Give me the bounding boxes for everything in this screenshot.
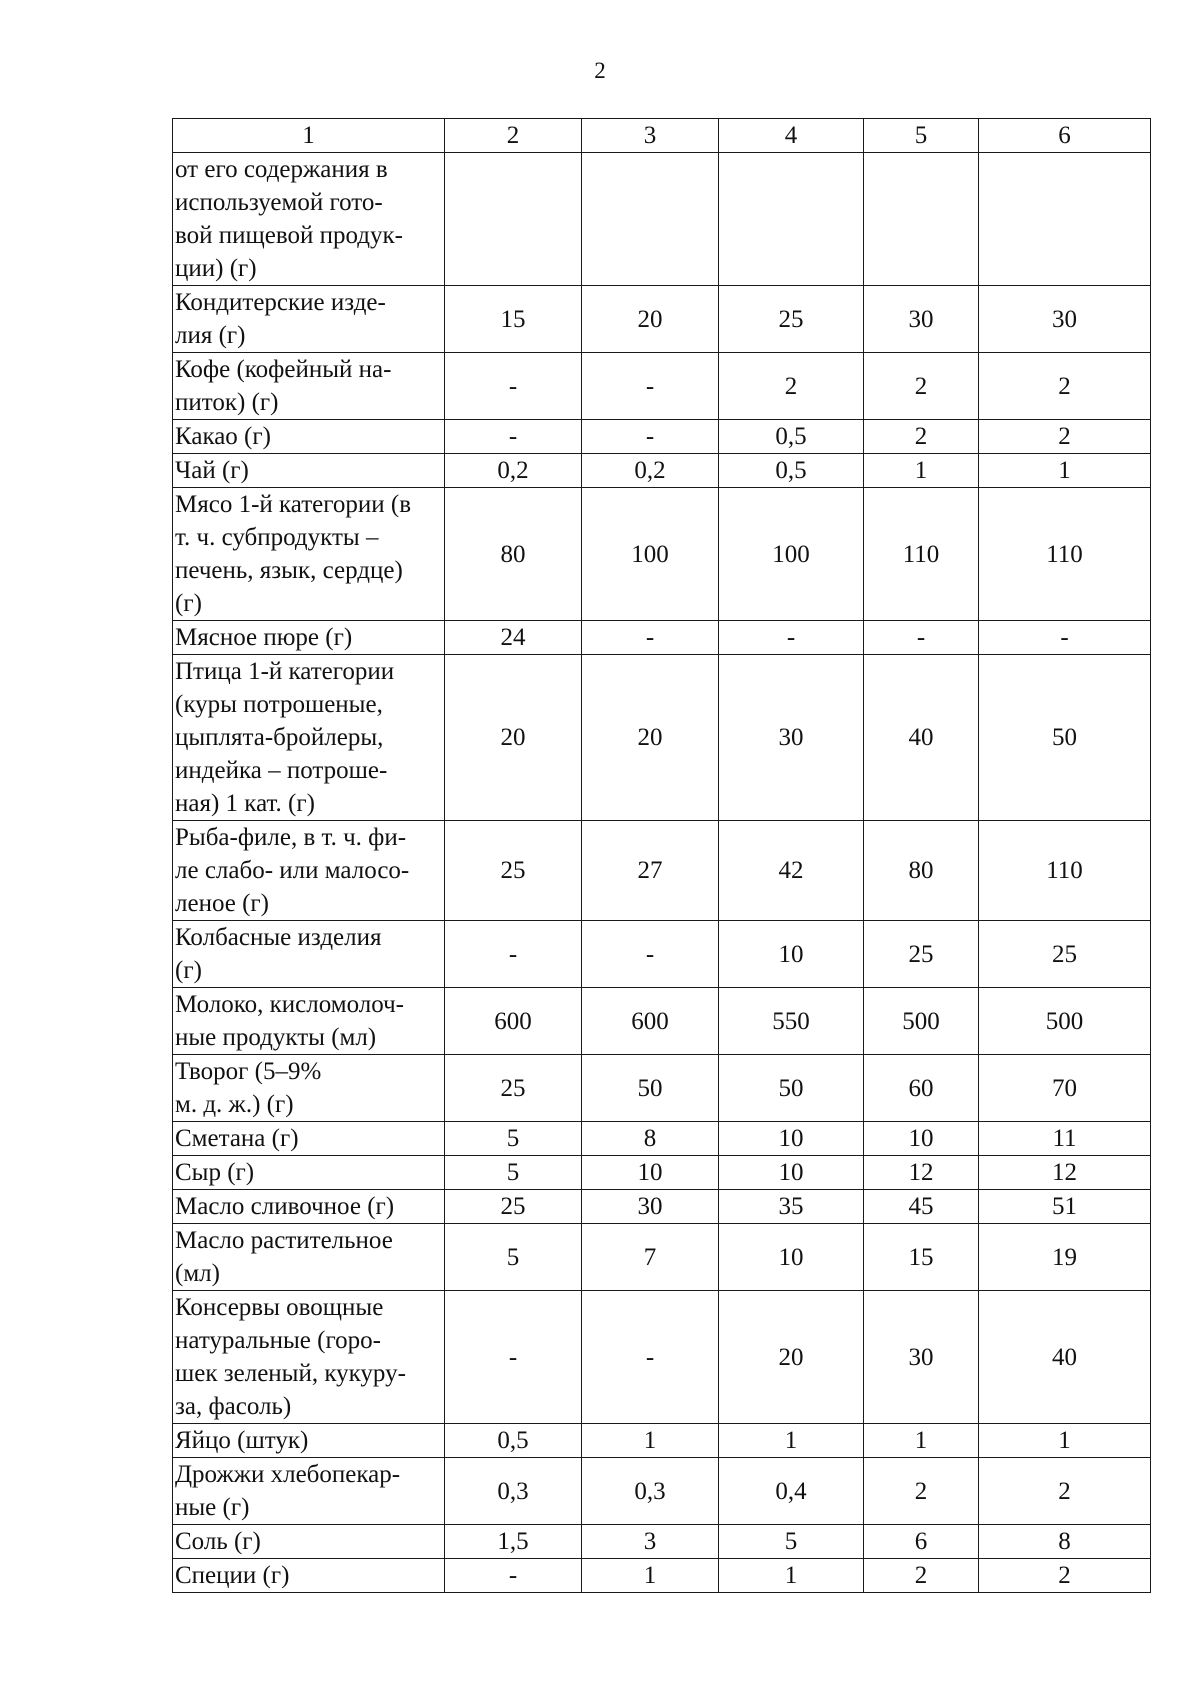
product-name-cell: Какао (г) bbox=[173, 420, 445, 454]
value-cell-col-4: 0,4 bbox=[719, 1458, 864, 1525]
column-header-5: 5 bbox=[864, 119, 979, 153]
value-cell-col-2: - bbox=[445, 420, 582, 454]
page-number: 2 bbox=[594, 58, 606, 83]
table-row bbox=[173, 1559, 1151, 1593]
value-cell-col-5: 80 bbox=[864, 821, 979, 921]
value-cell-col-2: 20 bbox=[445, 655, 582, 821]
value-cell-col-5: 60 bbox=[864, 1055, 979, 1122]
table-row bbox=[173, 1424, 1151, 1458]
value-cell-col-6: 11 bbox=[979, 1122, 1151, 1156]
value-cell-col-3: 1 bbox=[582, 1559, 719, 1593]
product-name-cell: Специи (г) bbox=[173, 1559, 445, 1593]
value-cell-col-3: - bbox=[582, 1291, 719, 1424]
table-row bbox=[173, 921, 1151, 988]
value-cell-col-3: 3 bbox=[582, 1525, 719, 1559]
value-cell-col-4: 10 bbox=[719, 1224, 864, 1291]
value-cell-col-4: 25 bbox=[719, 286, 864, 353]
value-cell-col-5: 2 bbox=[864, 420, 979, 454]
value-cell-col-3: - bbox=[582, 621, 719, 655]
value-cell-col-2: 5 bbox=[445, 1224, 582, 1291]
value-cell-col-2: - bbox=[445, 353, 582, 420]
table-row bbox=[173, 1525, 1151, 1559]
value-cell-col-6: 51 bbox=[979, 1190, 1151, 1224]
value-cell-col-2: 15 bbox=[445, 286, 582, 353]
value-cell-col-6: 2 bbox=[979, 1458, 1151, 1525]
food-norms-table bbox=[172, 118, 1151, 1593]
value-cell-col-2: 80 bbox=[445, 488, 582, 621]
value-cell-col-5: 25 bbox=[864, 921, 979, 988]
table-row bbox=[173, 454, 1151, 488]
value-cell-col-4: 20 bbox=[719, 1291, 864, 1424]
value-cell-col-6: 2 bbox=[979, 353, 1151, 420]
value-cell-col-4: 30 bbox=[719, 655, 864, 821]
value-cell-col-4: 1 bbox=[719, 1559, 864, 1593]
value-cell-col-3: 7 bbox=[582, 1224, 719, 1291]
table-row bbox=[173, 655, 1151, 821]
product-name-cell: Кондитерские изде- лия (г) bbox=[173, 286, 445, 353]
column-header-3: 3 bbox=[582, 119, 719, 153]
value-cell-col-3: 10 bbox=[582, 1156, 719, 1190]
value-cell-col-6: 30 bbox=[979, 286, 1151, 353]
value-cell-col-4: 0,5 bbox=[719, 420, 864, 454]
value-cell-col-4: 50 bbox=[719, 1055, 864, 1122]
product-name-cell: Птица 1-й категории (куры потрошеные, цыплята-бройлеры, индейка – потроше- ная) 1 кат. (г) bbox=[173, 655, 445, 821]
value-cell-col-3: - bbox=[582, 921, 719, 988]
value-cell-col-6: 500 bbox=[979, 988, 1151, 1055]
value-cell-col-5: 40 bbox=[864, 655, 979, 821]
value-cell-col-3: 8 bbox=[582, 1122, 719, 1156]
value-cell-col-3: 1 bbox=[582, 1424, 719, 1458]
value-cell-col-6: 25 bbox=[979, 921, 1151, 988]
value-cell-col-5: 15 bbox=[864, 1224, 979, 1291]
value-cell-col-2: 0,3 bbox=[445, 1458, 582, 1525]
product-name-cell: Сыр (г) bbox=[173, 1156, 445, 1190]
value-cell-col-4: 1 bbox=[719, 1424, 864, 1458]
value-cell-col-6: 110 bbox=[979, 488, 1151, 621]
product-name-cell: Консервы овощные натуральные (горо- шек зеленый, кукуру- за, фасоль) bbox=[173, 1291, 445, 1424]
value-cell-col-3: 50 bbox=[582, 1055, 719, 1122]
value-cell-col-4: 2 bbox=[719, 353, 864, 420]
value-cell-col-4: 0,5 bbox=[719, 454, 864, 488]
value-cell-col-6: 2 bbox=[979, 420, 1151, 454]
value-cell-col-4: 10 bbox=[719, 921, 864, 988]
value-cell-col-6: 1 bbox=[979, 1424, 1151, 1458]
product-name-cell: Мясное пюре (г) bbox=[173, 621, 445, 655]
value-cell-col-4: 10 bbox=[719, 1122, 864, 1156]
value-cell-col-6: - bbox=[979, 621, 1151, 655]
table-row bbox=[173, 821, 1151, 921]
value-cell-col-2: - bbox=[445, 921, 582, 988]
value-cell-col-5: 500 bbox=[864, 988, 979, 1055]
table-row bbox=[173, 353, 1151, 420]
value-cell-col-2: - bbox=[445, 1559, 582, 1593]
value-cell-col-5: 30 bbox=[864, 1291, 979, 1424]
product-name-cell: Рыба-филе, в т. ч. фи- ле слабо- или малосо- леное (г) bbox=[173, 821, 445, 921]
value-cell-col-2: 25 bbox=[445, 1055, 582, 1122]
value-cell-col-5: - bbox=[864, 621, 979, 655]
product-name-cell: Чай (г) bbox=[173, 454, 445, 488]
value-cell-col-5: 10 bbox=[864, 1122, 979, 1156]
table-row bbox=[173, 1458, 1151, 1525]
table-row bbox=[173, 988, 1151, 1055]
value-cell-col-4: 100 bbox=[719, 488, 864, 621]
value-cell-col-5: 2 bbox=[864, 1458, 979, 1525]
product-name-cell: Творог (5–9% м. д. ж.) (г) bbox=[173, 1055, 445, 1122]
value-cell-col-3: 600 bbox=[582, 988, 719, 1055]
value-cell-col-5: 1 bbox=[864, 1424, 979, 1458]
product-name-cell: Соль (г) bbox=[173, 1525, 445, 1559]
table-row bbox=[173, 1190, 1151, 1224]
table-row bbox=[173, 1122, 1151, 1156]
value-cell-col-3: 20 bbox=[582, 286, 719, 353]
table-row bbox=[173, 1291, 1151, 1424]
value-cell-col-5: 110 bbox=[864, 488, 979, 621]
value-cell-col-4: 42 bbox=[719, 821, 864, 921]
value-cell-col-6: 40 bbox=[979, 1291, 1151, 1424]
table-row bbox=[173, 1224, 1151, 1291]
value-cell-col-2: 25 bbox=[445, 821, 582, 921]
product-name-cell: Дрожжи хлебопекар- ные (г) bbox=[173, 1458, 445, 1525]
value-cell-col-3: 100 bbox=[582, 488, 719, 621]
value-cell-col-4 bbox=[719, 153, 864, 286]
value-cell-col-2: 0,5 bbox=[445, 1424, 582, 1458]
value-cell-col-5: 6 bbox=[864, 1525, 979, 1559]
value-cell-col-4: 35 bbox=[719, 1190, 864, 1224]
value-cell-col-2: 1,5 bbox=[445, 1525, 582, 1559]
value-cell-col-6: 8 bbox=[979, 1525, 1151, 1559]
value-cell-col-5: 1 bbox=[864, 454, 979, 488]
table-row bbox=[173, 153, 1151, 286]
table-row bbox=[173, 286, 1151, 353]
value-cell-col-6: 19 bbox=[979, 1224, 1151, 1291]
value-cell-col-4: 550 bbox=[719, 988, 864, 1055]
value-cell-col-5: 30 bbox=[864, 286, 979, 353]
product-name-cell: Сметана (г) bbox=[173, 1122, 445, 1156]
value-cell-col-2: 5 bbox=[445, 1122, 582, 1156]
value-cell-col-6: 1 bbox=[979, 454, 1151, 488]
product-name-cell: Кофе (кофейный на- питок) (г) bbox=[173, 353, 445, 420]
value-cell-col-2: - bbox=[445, 1291, 582, 1424]
value-cell-col-6: 50 bbox=[979, 655, 1151, 821]
table-row bbox=[173, 621, 1151, 655]
value-cell-col-2: 5 bbox=[445, 1156, 582, 1190]
column-header-1: 1 bbox=[173, 119, 445, 153]
product-name-cell: Колбасные изделия (г) bbox=[173, 921, 445, 988]
value-cell-col-5: 2 bbox=[864, 353, 979, 420]
value-cell-col-3: 30 bbox=[582, 1190, 719, 1224]
column-header-2: 2 bbox=[445, 119, 582, 153]
value-cell-col-4: 5 bbox=[719, 1525, 864, 1559]
value-cell-col-2: 25 bbox=[445, 1190, 582, 1224]
value-cell-col-3 bbox=[582, 153, 719, 286]
product-name-cell: Яйцо (штук) bbox=[173, 1424, 445, 1458]
value-cell-col-2: 0,2 bbox=[445, 454, 582, 488]
table-row bbox=[173, 488, 1151, 621]
table-row bbox=[173, 1156, 1151, 1190]
value-cell-col-4: - bbox=[719, 621, 864, 655]
column-header-4: 4 bbox=[719, 119, 864, 153]
value-cell-col-2: 24 bbox=[445, 621, 582, 655]
value-cell-col-3: 0,3 bbox=[582, 1458, 719, 1525]
value-cell-col-2 bbox=[445, 153, 582, 286]
value-cell-col-4: 10 bbox=[719, 1156, 864, 1190]
product-name-cell: Молоко, кисломолоч- ные продукты (мл) bbox=[173, 988, 445, 1055]
product-name-cell: Мясо 1-й категории (в т. ч. субпродукты – печень, язык, сердце) (г) bbox=[173, 488, 445, 621]
product-name-cell: от его содержания в используемой гото- вой пищевой продук- ции) (г) bbox=[173, 153, 445, 286]
value-cell-col-5: 2 bbox=[864, 1559, 979, 1593]
value-cell-col-6: 110 bbox=[979, 821, 1151, 921]
value-cell-col-3: 0,2 bbox=[582, 454, 719, 488]
value-cell-col-6: 2 bbox=[979, 1559, 1151, 1593]
value-cell-col-3: 27 bbox=[582, 821, 719, 921]
column-header-6: 6 bbox=[979, 119, 1151, 153]
value-cell-col-5: 45 bbox=[864, 1190, 979, 1224]
table-row bbox=[173, 1055, 1151, 1122]
product-name-cell: Масло сливочное (г) bbox=[173, 1190, 445, 1224]
value-cell-col-3: - bbox=[582, 353, 719, 420]
value-cell-col-6: 12 bbox=[979, 1156, 1151, 1190]
value-cell-col-5 bbox=[864, 153, 979, 286]
value-cell-col-6: 70 bbox=[979, 1055, 1151, 1122]
value-cell-col-5: 12 bbox=[864, 1156, 979, 1190]
value-cell-col-2: 600 bbox=[445, 988, 582, 1055]
table-row bbox=[173, 420, 1151, 454]
value-cell-col-3: - bbox=[582, 420, 719, 454]
value-cell-col-6 bbox=[979, 153, 1151, 286]
table-header-row bbox=[173, 119, 1151, 153]
product-name-cell: Масло растительное (мл) bbox=[173, 1224, 445, 1291]
value-cell-col-3: 20 bbox=[582, 655, 719, 821]
